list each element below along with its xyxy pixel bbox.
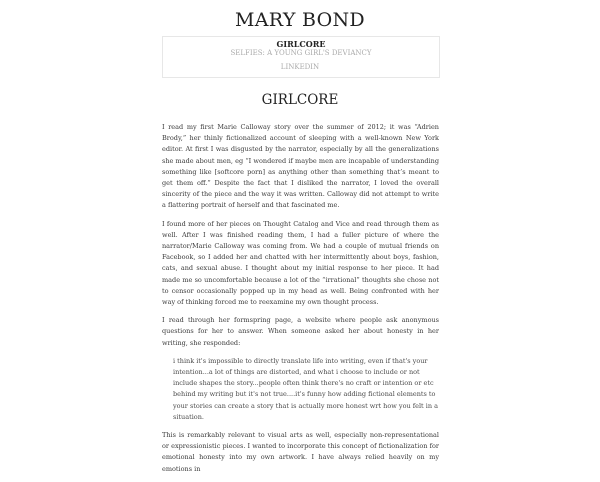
post-paragraph: I found more of her pieces on Thought Catalog and Vice and read through them as well. After I was finished reading them, I had a fuller picture of where the narrator/Marie Calloway was coming from. We had a couple of mutual friends on Facebook, so I added her and chatted with her intermittently about boys, fashion, cats, and sexual abuse. I thought about my initial response to her piece. It had made me so uncomfortable because a lot of the “irrational” thoughts she chose not to censor occasionally popped up in my head as well. Being confronted with her way of thinking forced me to reexamine my own thought process. (162, 219, 439, 307)
post-title: GIRLCORE (261, 92, 339, 108)
nav-item-girlcore[interactable]: GIRLCORE (276, 39, 326, 49)
post-blockquote: i think it's impossible to directly translate life into writing, even if that's your intention...a lot of things are distorted, and what i choose to include or not include shapes the story...people often think there's no craft or intention or etc behind my writing but it's not true....it's funny how adding fictional elements to your stories can create a story that is actually more honest wrt how you felt in a situation. (173, 356, 438, 421)
site-title[interactable]: MARY BOND (235, 9, 365, 31)
nav-item-linkedin[interactable]: LINKEDIN (280, 63, 320, 71)
post-paragraph: I read through her formspring page, a website where people ask anonymous questions for her to answer. When someone asked her about honesty in her writing, she responded: (162, 316, 439, 347)
post-paragraph: This is remarkably relevant to visual arts as well, especially non-representational or expressionistic pieces. I wanted to incorporate this concept of fictionalization for emotional honesty into my own artwork. I have always relied heavily on my emotions in (162, 431, 439, 473)
nav-item-selfies[interactable]: SELFIES: A YOUNG GIRL'S DEVIANCY (230, 49, 372, 57)
post-content (162, 122, 439, 482)
nav-menu (162, 36, 440, 78)
post-paragraph: I read my first Marie Calloway story over the summer of 2012; it was “Adrien Brody,” her thinly fictionalized account of sleeping with a well-known New York editor. At first I was disgusted by the narrator, especially by all the generalizations she made about men, eg “I wondered if maybe men are incapable of understanding something like [softcore porn] as anything other than something that’s meant to get them off.” Despite the fact that I disliked the narrator, I loved the overall sincerity of the piece and the way it was written. Calloway did not attempt to write a flattering portrait of herself and that fascinated me. (162, 123, 439, 210)
